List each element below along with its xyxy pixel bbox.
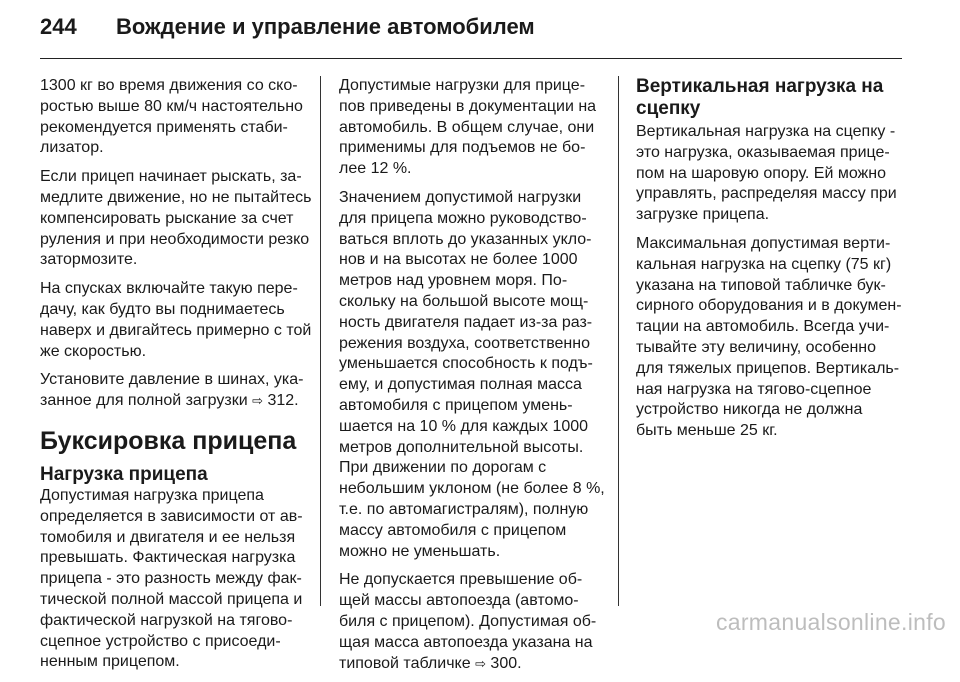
paragraph: Допустимая нагрузка прицепа определяется в зависимости от автомобиля и двигателя и ее нельзя превышать. Фактическая нагрузка прицепа - это разность между фактической полной массой прицепа и фактической нагрузкой на тягово-сцепное устройство с присоединенным прицепом. xyxy=(40,486,303,671)
paragraph: На спусках включайте такую передачу, как будто вы поднимаетесь наверх и двигайтесь примерно с той же скоростью. xyxy=(40,280,312,360)
page-ref-arrow-icon: ⇨ xyxy=(252,393,264,409)
column-divider xyxy=(320,76,321,606)
page-number: 244 xyxy=(40,14,77,39)
paragraph: Максимальная допустимая вертикальная нагрузка на сцепку (75 кг) указана на типовой табличке буксирного оборудования и в документации на автомобиль. Всегда учитывайте эту величину, особенно для тяжелых прицепов. Вертикальная нагрузка на тягово-сцепное устройство никогда не должна быть меньше 25 кг. xyxy=(636,234,902,440)
page-ref-arrow-icon: ⇨ xyxy=(475,655,486,671)
paragraph: Если прицеп начинает рыскать, замедлите движение, но не пытайтесь компенсировать рыскание за счет руления и при необходимости резко затормозите. xyxy=(40,168,312,269)
paragraph-total-mass xyxy=(339,570,605,674)
section-heading-towing: Буксировка прицепа xyxy=(40,426,297,455)
paragraph: Допустимые нагрузки для прицепов приведены в документации на автомобиль. В общем случае, они применимы для подъемов не более 12 %. xyxy=(339,77,597,178)
paragraph: Значением допустимой нагрузки для прицепа можно руководствоваться вплоть до указанных уклонов и на высотах не более 1000 метров над уровнем моря. Поскольку на большой высоте мощность двигателя падает из-за разрежения воздуха, соответственно уменьшается способность к подъему, и допустимая полная масса автомобиля с прицепом уменьшается на 10 % для каждых 1000 метров дополнительной высоты. При движении по дорогам с небольшим уклоном (не более 8 %, т.е. по автомагистралям), полную массу автомобиля с прицепом можно не уменьшать. xyxy=(339,188,605,560)
paragraph-text: Установите давление в шинах, указанное для полной загрузки xyxy=(40,371,304,410)
column-1 xyxy=(40,76,312,681)
subheading-trailer-load: Нагрузка прицепа xyxy=(40,463,208,485)
paragraph: Вертикальная нагрузка на сцепку - это нагрузка, оказываемая прицепом на шаровую опору. Ей можно управлять, распределяя массу при загрузке прицепа. xyxy=(636,123,897,224)
column-2 xyxy=(339,76,605,682)
paragraph-text: Не допускается превышение общей массы автопоезда (автомобиля с прицепом). Допустимая общая масса автопоезда указана на типовой табличке xyxy=(339,571,597,672)
column-3 xyxy=(636,76,902,450)
page-header xyxy=(40,0,902,59)
page-title: Вождение и управление автомобилем xyxy=(116,14,535,39)
watermark: carmanualsonline.info xyxy=(715,609,946,635)
page-ref-link[interactable]: 300. xyxy=(490,654,522,672)
column-divider xyxy=(618,76,619,606)
paragraph: 1300 кг во время движения со скоростью выше 80 км/ч настоятельно рекомендуется применять стабилизатор. xyxy=(40,77,303,157)
page-ref-link[interactable]: 312. xyxy=(267,392,299,410)
paragraph-tire-pressure xyxy=(40,370,312,412)
subheading-vertical-load: Вертикальная нагрузка на сцепку xyxy=(636,76,884,119)
